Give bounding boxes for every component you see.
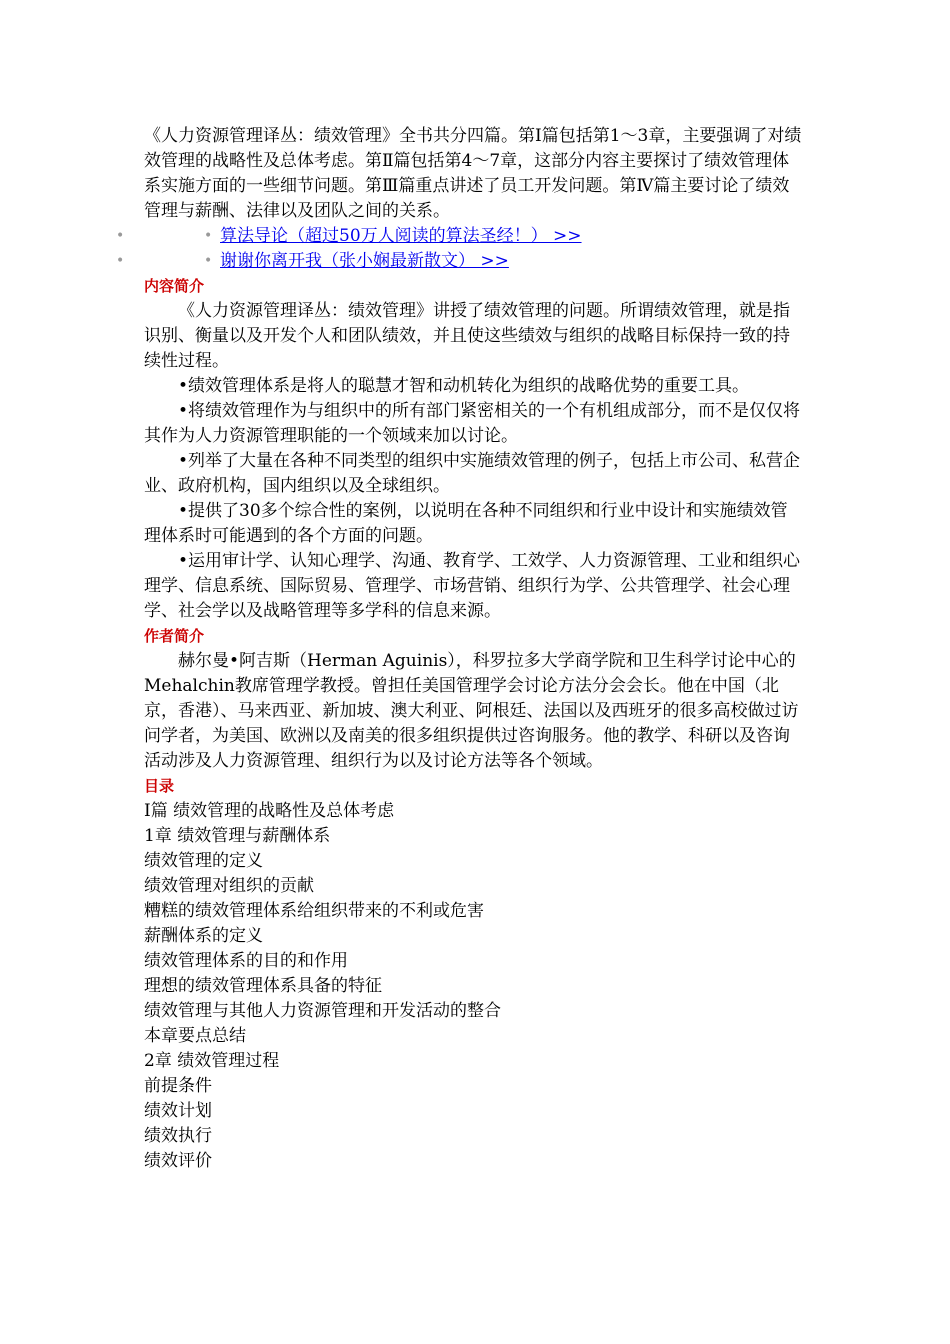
toc-heading: 目录 <box>144 777 175 795</box>
toc-section: 绩效评价 <box>144 1151 212 1171</box>
summary-bullet: •运用审计学、认知心理学、沟通、教育学、工效学、人力资源管理、工业和组织心理学、信息系统、国际贸易、管理学、市场营销、组织行为学、公共管理学、社会心理学、社会学以及战略管理等多学科的信息来源。 <box>144 551 801 621</box>
link-algorithms-book[interactable]: 算法导论（超过50万人阅读的算法圣经！） >> <box>220 226 582 246</box>
link-row <box>116 249 804 274</box>
summary-bullet: •绩效管理体系是将人的聪慧才智和动机转化为组织的战略优势的重要工具。 <box>178 376 750 396</box>
summary-heading: 内容简介 <box>144 277 205 295</box>
bullet-icon: • <box>204 228 213 244</box>
summary-bullet: •列举了大量在各种不同类型的组织中实施绩效管理的例子，包括上市公司、私营企业、政府机构，国内组织以及全球组织。 <box>144 451 801 496</box>
bullet-icon: • <box>204 253 213 269</box>
toc-section: 绩效管理对组织的贡献 <box>144 876 314 896</box>
summary-bullet: •提供了30多个综合性的案例，以说明在各种不同组织和行业中设计和实施绩效管理体系时可能遇到的各个方面的问题。 <box>144 501 788 546</box>
toc-section: 前提条件 <box>144 1076 212 1096</box>
bullet-icon: • <box>116 228 125 244</box>
toc-chapter-title: 1章 绩效管理与薪酬体系 <box>144 826 331 846</box>
document-page <box>116 124 804 1174</box>
summary-paragraph: 《人力资源管理译丛：绩效管理》讲授了绩效管理的问题。所谓绩效管理，就是指识别、衡量以及开发个人和团队绩效，并且使这些绩效与组织的战略目标保持一致的持续性过程。 <box>144 301 790 371</box>
bullet-icon: • <box>116 253 125 269</box>
author-paragraph: 赫尔曼•阿吉斯（Herman Aguinis），科罗拉多大学商学院和卫生科学讨论中心的Mehalchin教席管理学教授。曾担任美国管理学会讨论方法分会会长。他在中国（北京，香港）、马来西亚、新加坡、澳大利亚、阿根廷、法国以及西班牙的很多高校做过访问学者，为美国、欧洲以及南美的很多组织提供过咨询服务。他的教学、科研以及咨询活动涉及人力资源管理、组织行为以及讨论方法等各个领域。 <box>144 651 799 771</box>
toc-section: 理想的绩效管理体系具备的特征 <box>144 976 382 996</box>
toc-section: 绩效管理体系的目的和作用 <box>144 951 348 971</box>
toc-section: 本章要点总结 <box>144 1026 246 1046</box>
toc-part-title: Ⅰ篇 绩效管理的战略性及总体考虑 <box>144 801 395 821</box>
toc-chapter-title: 2章 绩效管理过程 <box>144 1051 280 1071</box>
toc-section: 绩效执行 <box>144 1126 212 1146</box>
intro-paragraph: 《人力资源管理译丛：绩效管理》全书共分四篇。第Ⅰ篇包括第1～3章，主要强调了对绩效管理的战略性及总体考虑。第Ⅱ篇包括第4～7章，这部分内容主要探讨了绩效管理体系实施方面的一些细节问题。第Ⅲ篇重点讲述了员工开发问题。第Ⅳ篇主要讨论了绩效管理与薪酬、法律以及团队之间的关系。 <box>144 126 802 221</box>
toc-section: 糟糕的绩效管理体系给组织带来的不利或危害 <box>144 901 484 921</box>
toc-section: 绩效管理与其他人力资源管理和开发活动的整合 <box>144 1001 501 1021</box>
link-row <box>116 224 804 249</box>
link-essay-book[interactable]: 谢谢你离开我（张小娴最新散文） >> <box>220 251 509 271</box>
author-heading: 作者简介 <box>144 627 205 645</box>
toc-section: 绩效管理的定义 <box>144 851 263 871</box>
summary-bullet: •将绩效管理作为与组织中的所有部门紧密相关的一个有机组成部分，而不是仅仅将其作为人力资源管理职能的一个领域来加以讨论。 <box>144 401 801 446</box>
toc-section: 绩效计划 <box>144 1101 212 1121</box>
toc-section: 薪酬体系的定义 <box>144 926 263 946</box>
